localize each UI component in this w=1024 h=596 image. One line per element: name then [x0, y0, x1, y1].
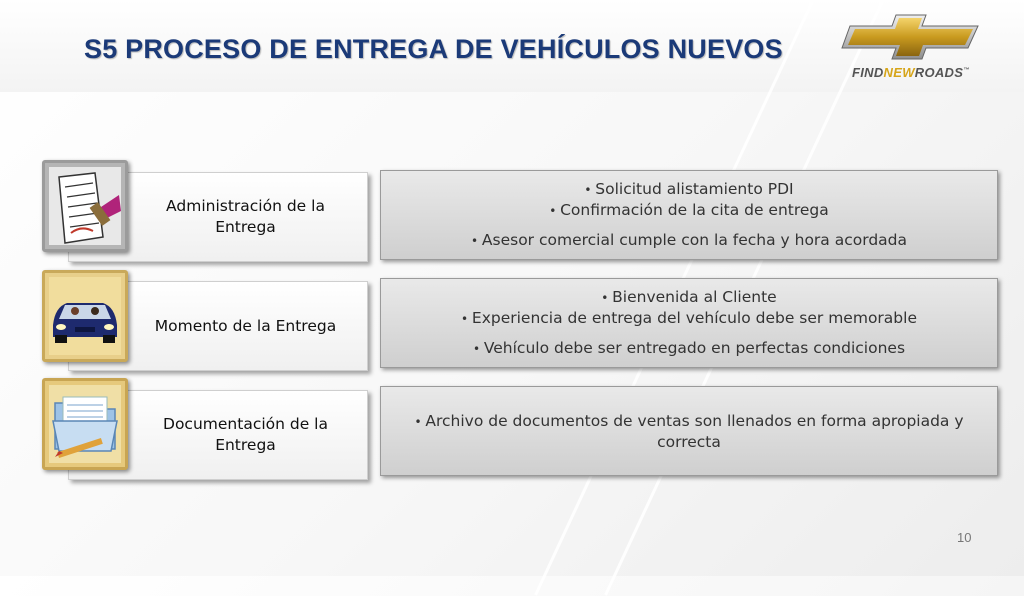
stage-label: Documentación de la Entrega: [163, 415, 328, 454]
stage-label: Momento de la Entrega: [154, 316, 337, 335]
car-thumbnail: [42, 270, 128, 362]
bullet-item: • Experiencia de entrega del vehículo debe ser memorable: [461, 308, 917, 329]
folder-thumbnail: [42, 378, 128, 470]
bullet-item: • Bienvenida al Cliente: [601, 287, 776, 308]
stage-details-box: [380, 386, 998, 476]
stage-details-box: [380, 170, 998, 260]
bullet-item: • Archivo de documentos de ventas son llenados en forma apropiada y correcta: [393, 411, 985, 452]
stage-details-box: [380, 278, 998, 368]
bullet-item: • Confirmación de la cita de entrega: [549, 200, 829, 221]
stage-label: Administración de la Entrega: [166, 197, 325, 236]
checklist-thumbnail: [42, 160, 128, 252]
bullet-item: • Solicitud alistamiento PDI: [584, 179, 793, 200]
bullet-item: • Vehículo debe ser entregado en perfectas condiciones: [473, 338, 905, 359]
checklist-icon: [45, 163, 125, 249]
bullet-item: • Asesor comercial cumple con la fecha y hora acordada: [471, 230, 907, 251]
folder-icon: [45, 381, 125, 467]
page-number: 10: [957, 530, 972, 545]
brand-tagline: FINDNEWROADS™: [852, 65, 970, 80]
page-title: S5 PROCESO DE ENTREGA DE VEHÍCULOS NUEVOS: [84, 34, 783, 64]
car-icon: [45, 273, 125, 359]
